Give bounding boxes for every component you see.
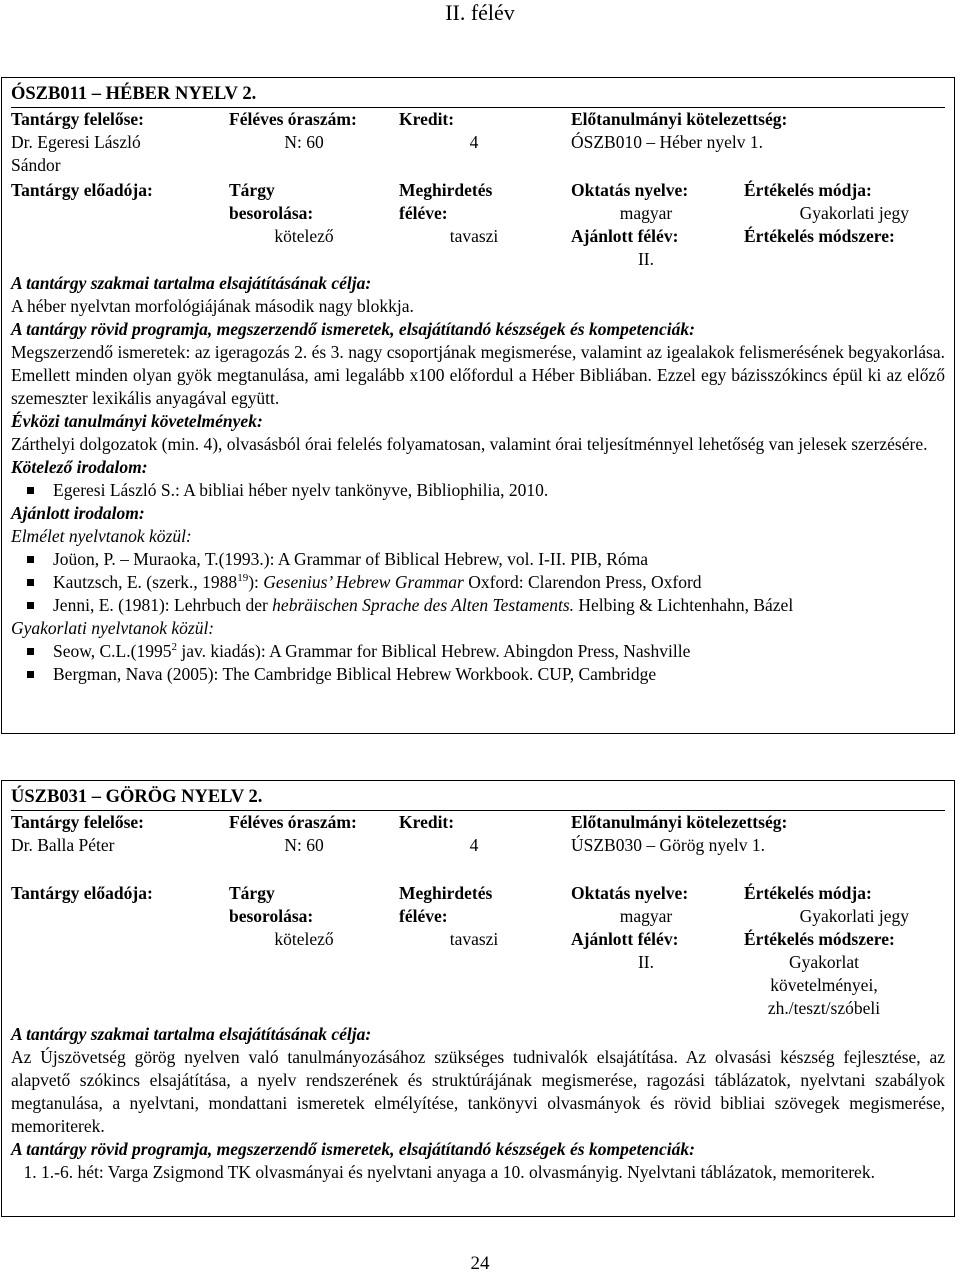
kredit-label: Kredit: [399, 812, 455, 832]
kredit-value: 4 [469, 132, 479, 152]
cel-text: Az Újszövetség görög nyelven való tanulmányozásához szükséges tudnivalók elsajátítása. Az olvasási készség fejlesztése, az alapvető szókincs elsajátítása, a nyelv rendszerének és struktúrájának megismerése, ragozási táblázatok, nyelvtani szabályok megtanulása, a nyelvtani, mondattani ismeretek elmélyítése, tankönyvi olvasmányok és rövid bibliai szövegek megismerése, memoriterek. [11, 1047, 945, 1136]
edition-sup: 19 [237, 572, 249, 585]
besorolas-label: Tárgy [229, 883, 275, 903]
ert-modszere-label: Értékelés módszere: [744, 226, 895, 246]
ert-modszere-value: Gyakorlat [789, 952, 859, 972]
list-item [27, 594, 945, 617]
besorolas-label-cont: besorolása: [229, 906, 314, 926]
meghirdetes-label-cont: féléve: [399, 906, 448, 926]
list-item [27, 571, 945, 594]
nyelv-value: magyar [619, 906, 673, 926]
oraszam-value: N: 60 [284, 835, 324, 855]
ref-text: jav. kiadás): A Grammar for Biblical Hebrew. Abingdon Press, Nashville [176, 641, 691, 661]
elotan-label: Előtanulmányi kötelezettség: [571, 812, 788, 832]
kredit-label: Kredit: [399, 109, 455, 129]
program-text: Megszerzendő ismeretek: az igeragozás 2. és 3. nagy csoportjának megismerése, valamint az igealakok felismerésének begyakorlása. Emellett minden olyan gyök megtanulása, ami legalább x100 előfordul a Héber Bibliában. Ezzel egy bázisszókincs épül ki az előző szemeszter lexikális anyagával együtt. [11, 342, 945, 408]
ajanlott-heading: Ajánlott irodalom: [11, 503, 145, 523]
besorolas-label-cont: besorolása: [229, 203, 314, 223]
ert-modszere-value-cont: zh./teszt/szóbeli [767, 998, 881, 1018]
evkozi-text: Zárthelyi dolgozatok (min. 4), olvasásból órai felelés folyamatosan, valamint órai teljesítménnyel lehetőség van jelesek szerzésére. [11, 434, 928, 454]
page-heading: II. félév [445, 0, 515, 25]
ref-text: Jenni, E. (1981): Lehrbuch der [53, 595, 273, 615]
list-item: Egeresi László S.: A bibliai héber nyelv tankönyve, Bibliophilia, 2010. [27, 479, 945, 502]
gyakorlati-subheading: Gyakorlati nyelvtanok közül: [11, 618, 215, 638]
program-heading: A tantárgy rövid programja, megszerzendő ismeretek, elsajátítandó készségek és kompetenciák: [11, 1139, 695, 1159]
kotelezo-list [11, 479, 945, 502]
ert-modja-value: Gyakorlati jegy [799, 906, 909, 926]
ajanlott-felev-label: Ajánlott félév: [571, 929, 679, 949]
kredit-value: 4 [469, 835, 479, 855]
gyakorlati-list [11, 640, 945, 686]
course-meta [11, 108, 945, 272]
ref-text: Helbing & Lichtenhahn, Bázel [574, 595, 794, 615]
cel-heading: A tantárgy szakmai tartalma elsajátításának célja: [11, 1024, 372, 1044]
felelos-name: Dr. Egeresi László [11, 132, 141, 152]
eloado-label: Tantárgy előadója: [11, 883, 153, 903]
meghirdetes-label-cont: féléve: [399, 203, 448, 223]
ert-modja-label: Értékelés módja: [744, 883, 872, 903]
ajanlott-felev-value: II. [637, 952, 655, 972]
ert-modszere-label: Értékelés módszere: [744, 929, 895, 949]
meghirdetes-label: Meghirdetés [399, 180, 493, 200]
evkozi-heading: Évközi tanulmányi követelmények: [11, 411, 263, 431]
oraszam-value: N: 60 [284, 132, 324, 152]
felelos-label: Tantárgy felelőse: [11, 109, 145, 129]
besorolas-value: kötelező [274, 226, 334, 246]
program-heading: A tantárgy rövid programja, megszerzendő ismeretek, elsajátítandó készségek és kompetenciák: [11, 319, 695, 339]
program-list [11, 1161, 945, 1184]
ajanlott-felev-label: Ajánlott félév: [571, 226, 679, 246]
course-block-heber [1, 77, 955, 734]
course-title: ÚSZB031 – GÖRÖG NYELV 2. [11, 787, 263, 807]
meghirdetes-value: tavaszi [449, 226, 499, 246]
felelos-label: Tantárgy felelőse: [11, 812, 145, 832]
ref-title: hebräischen Sprache des Alten Testaments. [272, 595, 575, 615]
list-item: 1. 1.-6. hét: Varga Zsigmond TK olvasmányai és nyelvtani anyaga a 10. olvasmányig. Nyelvtani táblázatok, memoriterek. [41, 1161, 945, 1184]
besorolas-value: kötelező [274, 929, 334, 949]
list-item: Bergman, Nava (2005): The Cambridge Biblical Hebrew Workbook. CUP, Cambridge [27, 663, 945, 686]
ajanlott-felev-value: II. [637, 249, 655, 269]
felelos-name-cont: Sándor [11, 155, 61, 175]
course-meta [11, 811, 945, 1023]
course-title-row [11, 78, 945, 108]
list-item [27, 640, 945, 663]
course-description [11, 1023, 945, 1184]
course-title: ÓSZB011 – HÉBER NYELV 2. [11, 84, 257, 104]
ref-text: Seow, C.L.(1995 [53, 641, 172, 661]
edition-sup: 2 [171, 641, 177, 654]
page-number: 24 [470, 1253, 490, 1274]
ref-text: ): [248, 572, 264, 592]
ert-modszere-value-cont: követelményei, [770, 975, 878, 995]
course-title-row [11, 781, 945, 811]
meghirdetes-value: tavaszi [449, 929, 499, 949]
course-description [11, 272, 945, 686]
oraszam-label: Féléves óraszám: [229, 812, 357, 832]
elotan-value: ÓSZB010 – Héber nyelv 1. [571, 132, 763, 152]
felelos-name: Dr. Balla Péter [11, 835, 115, 855]
ert-modja-value: Gyakorlati jegy [799, 203, 909, 223]
ref-title: Gesenius’ Hebrew Grammar [263, 572, 464, 592]
eloado-label: Tantárgy előadója: [11, 180, 153, 200]
ref-text: Kautzsch, E. (szerk., 1988 [53, 572, 238, 592]
list-item: Joüon, P. – Muraoka, T.(1993.): A Grammar of Biblical Hebrew, vol. I-II. PIB, Róma [27, 548, 945, 571]
elotan-label: Előtanulmányi kötelezettség: [571, 109, 788, 129]
cel-text: A héber nyelvtan morfológiájának második nagy blokkja. [11, 296, 414, 316]
course-block-gorog [1, 780, 955, 1217]
cel-heading: A tantárgy szakmai tartalma elsajátításának célja: [11, 273, 372, 293]
meghirdetes-label: Meghirdetés [399, 883, 493, 903]
elmelet-list [11, 548, 945, 617]
elotan-value: ÚSZB030 – Görög nyelv 1. [571, 835, 765, 855]
ert-modja-label: Értékelés módja: [744, 180, 872, 200]
elmelet-subheading: Elmélet nyelvtanok közül: [11, 526, 192, 546]
oraszam-label: Féléves óraszám: [229, 109, 357, 129]
besorolas-label: Tárgy [229, 180, 275, 200]
nyelv-label: Oktatás nyelve: [571, 883, 689, 903]
ref-text: Oxford: Clarendon Press, Oxford [463, 572, 702, 592]
nyelv-value: magyar [619, 203, 673, 223]
kotelezo-heading: Kötelező irodalom: [11, 457, 148, 477]
nyelv-label: Oktatás nyelve: [571, 180, 689, 200]
